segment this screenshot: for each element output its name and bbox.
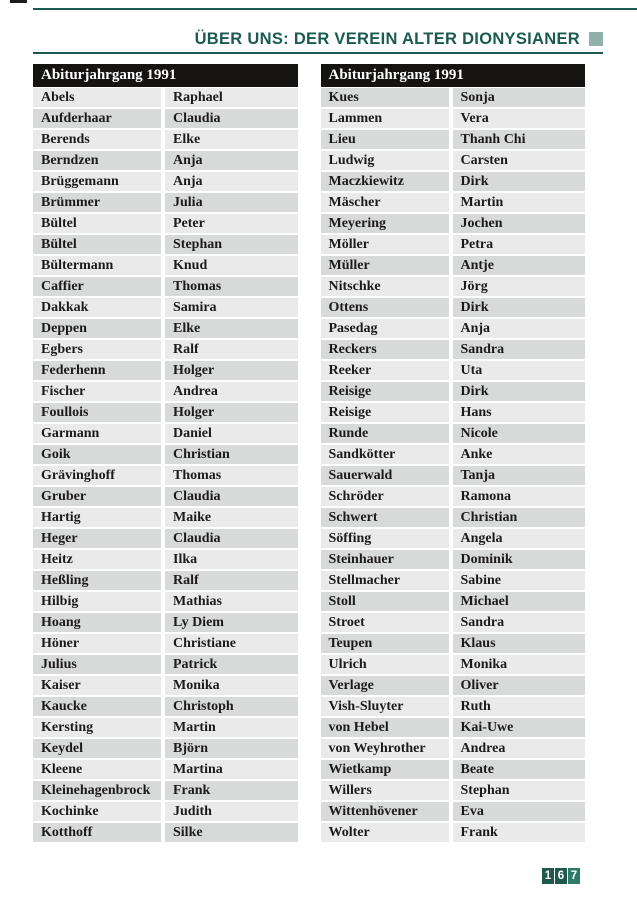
lastname-cell: Abels	[33, 88, 161, 107]
firstname-cell: Uta	[453, 361, 586, 380]
lastname-cell: Reisige	[321, 403, 449, 422]
lastname-cell: Schwert	[321, 508, 449, 527]
firstname-cell: Nicole	[453, 424, 586, 443]
lastname-cell: Pasedag	[321, 319, 449, 338]
table-row	[321, 508, 586, 527]
lastname-cell: Julius	[33, 655, 161, 674]
firstname-cell: Raphael	[165, 88, 298, 107]
lastname-cell: Lammen	[321, 109, 449, 128]
table-row	[321, 655, 586, 674]
lastname-cell: Ottens	[321, 298, 449, 317]
table-abiturjahrgang-1991-left	[33, 64, 298, 844]
lastname-cell: Federhenn	[33, 361, 161, 380]
table-row	[321, 319, 586, 338]
lastname-cell: Meyering	[321, 214, 449, 233]
firstname-cell: Angela	[453, 529, 586, 548]
lastname-cell: Runde	[321, 424, 449, 443]
table-title: Abiturjahrgang 1991	[321, 64, 586, 87]
table-row	[321, 214, 586, 233]
table-row	[33, 298, 298, 317]
table-row	[321, 130, 586, 149]
table-row	[321, 424, 586, 443]
firstname-cell: Ramona	[453, 487, 586, 506]
table-row	[321, 151, 586, 170]
firstname-cell: Jörg	[453, 277, 586, 296]
table-row	[321, 340, 586, 359]
firstname-cell: Eva	[453, 802, 586, 821]
table-abiturjahrgang-1991-right	[321, 64, 586, 844]
lastname-cell: Schröder	[321, 487, 449, 506]
lastname-cell: Wittenhövener	[321, 802, 449, 821]
lastname-cell: Wietkamp	[321, 760, 449, 779]
rows	[321, 88, 586, 842]
firstname-cell: Sandra	[453, 340, 586, 359]
firstname-cell: Tanja	[453, 466, 586, 485]
lastname-cell: Hilbig	[33, 592, 161, 611]
section-title: ÜBER UNS: DER VEREIN ALTER DIONYSIANER	[194, 29, 580, 48]
lastname-cell: Ulrich	[321, 655, 449, 674]
lastname-cell: Keydel	[33, 739, 161, 758]
firstname-cell: Judith	[165, 802, 298, 821]
table-row	[33, 487, 298, 506]
table-row	[33, 718, 298, 737]
lastname-cell: Reisige	[321, 382, 449, 401]
firstname-cell: Dirk	[453, 382, 586, 401]
firstname-cell: Christian	[453, 508, 586, 527]
firstname-cell: Dirk	[453, 172, 586, 191]
lastname-cell: Brüggemann	[33, 172, 161, 191]
lastname-cell: Verlage	[321, 676, 449, 695]
firstname-cell: Knud	[165, 256, 298, 275]
table-row	[33, 235, 298, 254]
firstname-cell: Monika	[165, 676, 298, 695]
lastname-cell: Mäscher	[321, 193, 449, 212]
lastname-cell: Bültermann	[33, 256, 161, 275]
lastname-cell: Teupen	[321, 634, 449, 653]
firstname-cell: Klaus	[453, 634, 586, 653]
firstname-cell: Martin	[165, 718, 298, 737]
lastname-cell: Caffier	[33, 277, 161, 296]
firstname-cell: Monika	[453, 655, 586, 674]
firstname-cell: Martin	[453, 193, 586, 212]
header-rule	[33, 52, 603, 54]
lastname-cell: Wolter	[321, 823, 449, 842]
firstname-cell: Ralf	[165, 571, 298, 590]
table-row	[321, 802, 586, 821]
lastname-cell: Reeker	[321, 361, 449, 380]
table-row	[33, 130, 298, 149]
firstname-cell: Stephan	[453, 781, 586, 800]
firstname-cell: Frank	[453, 823, 586, 842]
lastname-cell: Ludwig	[321, 151, 449, 170]
lastname-cell: Grävinghoff	[33, 466, 161, 485]
lastname-cell: Söffing	[321, 529, 449, 548]
table-row	[33, 151, 298, 170]
table-row	[321, 445, 586, 464]
firstname-cell: Michael	[453, 592, 586, 611]
table-row	[321, 592, 586, 611]
tables-container	[33, 64, 585, 844]
table-row	[33, 676, 298, 695]
table-row	[33, 382, 298, 401]
firstname-cell: Christian	[165, 445, 298, 464]
firstname-cell: Antje	[453, 256, 586, 275]
firstname-cell: Julia	[165, 193, 298, 212]
lastname-cell: Reckers	[321, 340, 449, 359]
table-row	[321, 88, 586, 107]
firstname-cell: Dirk	[453, 298, 586, 317]
lastname-cell: Berends	[33, 130, 161, 149]
table-row	[321, 634, 586, 653]
firstname-cell: Claudia	[165, 529, 298, 548]
firstname-cell: Maike	[165, 508, 298, 527]
table-row	[33, 466, 298, 485]
table-row	[33, 109, 298, 128]
firstname-cell: Andrea	[165, 382, 298, 401]
firstname-cell: Ilka	[165, 550, 298, 569]
table-row	[321, 109, 586, 128]
lastname-cell: Maczkiewitz	[321, 172, 449, 191]
table-row	[321, 550, 586, 569]
firstname-cell: Elke	[165, 319, 298, 338]
firstname-cell: Jochen	[453, 214, 586, 233]
lastname-cell: Stellmacher	[321, 571, 449, 590]
lastname-cell: Willers	[321, 781, 449, 800]
firstname-cell: Dominik	[453, 550, 586, 569]
firstname-cell: Christoph	[165, 697, 298, 716]
table-row	[33, 655, 298, 674]
firstname-cell: Sonja	[453, 88, 586, 107]
firstname-cell: Björn	[165, 739, 298, 758]
lastname-cell: Bültel	[33, 235, 161, 254]
firstname-cell: Holger	[165, 403, 298, 422]
lastname-cell: Stoll	[321, 592, 449, 611]
lastname-cell: Brümmer	[33, 193, 161, 212]
firstname-cell: Peter	[165, 214, 298, 233]
table-row	[33, 508, 298, 527]
firstname-cell: Ly Diem	[165, 613, 298, 632]
firstname-cell: Ralf	[165, 340, 298, 359]
top-rule	[33, 8, 637, 10]
firstname-cell: Frank	[165, 781, 298, 800]
table-row	[33, 403, 298, 422]
lastname-cell: Kersting	[33, 718, 161, 737]
firstname-cell: Beate	[453, 760, 586, 779]
lastname-cell: Höner	[33, 634, 161, 653]
lastname-cell: Fischer	[33, 382, 161, 401]
lastname-cell: Vish-Sluyter	[321, 697, 449, 716]
lastname-cell: Sandkötter	[321, 445, 449, 464]
lastname-cell: Steinhauer	[321, 550, 449, 569]
table-row	[33, 739, 298, 758]
table-row	[33, 256, 298, 275]
lastname-cell: Nitschke	[321, 277, 449, 296]
firstname-cell: Vera	[453, 109, 586, 128]
lastname-cell: Kleinehagenbrock	[33, 781, 161, 800]
table-row	[321, 172, 586, 191]
lastname-cell: Heger	[33, 529, 161, 548]
table-row	[321, 697, 586, 716]
lastname-cell: Hoang	[33, 613, 161, 632]
firstname-cell: Anke	[453, 445, 586, 464]
table-row	[33, 277, 298, 296]
table-row	[33, 760, 298, 779]
page-number-digit: 1	[542, 868, 554, 884]
firstname-cell: Holger	[165, 361, 298, 380]
lastname-cell: Heßling	[33, 571, 161, 590]
table-row	[33, 550, 298, 569]
firstname-cell: Oliver	[453, 676, 586, 695]
lastname-cell: von Weyhrother	[321, 739, 449, 758]
rows	[33, 88, 298, 842]
firstname-cell: Thomas	[165, 466, 298, 485]
lastname-cell: Berndzen	[33, 151, 161, 170]
lastname-cell: Deppen	[33, 319, 161, 338]
lastname-cell: Heitz	[33, 550, 161, 569]
table-row	[321, 487, 586, 506]
firstname-cell: Samira	[165, 298, 298, 317]
table-row	[33, 823, 298, 842]
table-row	[321, 781, 586, 800]
lastname-cell: Möller	[321, 235, 449, 254]
firstname-cell: Sandra	[453, 613, 586, 632]
table-row	[321, 676, 586, 695]
lastname-cell: Lieu	[321, 130, 449, 149]
table-row	[321, 256, 586, 275]
lastname-cell: Kaiser	[33, 676, 161, 695]
table-row	[321, 193, 586, 212]
table-row	[321, 361, 586, 380]
lastname-cell: von Hebel	[321, 718, 449, 737]
firstname-cell: Sabine	[453, 571, 586, 590]
firstname-cell: Anja	[453, 319, 586, 338]
firstname-cell: Thanh Chi	[453, 130, 586, 149]
page-number-digit: 7	[568, 868, 580, 884]
page-number-digit: 6	[555, 868, 567, 884]
firstname-cell: Anja	[165, 151, 298, 170]
table-title: Abiturjahrgang 1991	[33, 64, 298, 87]
table-row	[33, 634, 298, 653]
table-row	[33, 592, 298, 611]
table-row	[33, 697, 298, 716]
firstname-cell: Petra	[453, 235, 586, 254]
firstname-cell: Elke	[165, 130, 298, 149]
lastname-cell: Kotthoff	[33, 823, 161, 842]
header-accent-square	[589, 32, 603, 46]
table-row	[321, 760, 586, 779]
lastname-cell: Sauerwald	[321, 466, 449, 485]
lastname-cell: Egbers	[33, 340, 161, 359]
table-row	[33, 340, 298, 359]
firstname-cell: Silke	[165, 823, 298, 842]
lastname-cell: Goik	[33, 445, 161, 464]
firstname-cell: Stephan	[165, 235, 298, 254]
table-row	[33, 214, 298, 233]
lastname-cell: Kaucke	[33, 697, 161, 716]
page-edge-mark	[10, 0, 27, 3]
lastname-cell: Kleene	[33, 760, 161, 779]
lastname-cell: Hartig	[33, 508, 161, 527]
lastname-cell: Stroet	[321, 613, 449, 632]
lastname-cell: Garmann	[33, 424, 161, 443]
table-row	[33, 319, 298, 338]
firstname-cell: Mathias	[165, 592, 298, 611]
table-row	[321, 613, 586, 632]
table-row	[321, 382, 586, 401]
lastname-cell: Müller	[321, 256, 449, 275]
table-row	[321, 466, 586, 485]
table-row	[321, 529, 586, 548]
table-row	[321, 298, 586, 317]
firstname-cell: Anja	[165, 172, 298, 191]
table-row	[33, 424, 298, 443]
table-row	[33, 193, 298, 212]
firstname-cell: Claudia	[165, 487, 298, 506]
table-row	[33, 613, 298, 632]
table-row	[321, 739, 586, 758]
firstname-cell: Patrick	[165, 655, 298, 674]
table-row	[321, 235, 586, 254]
lastname-cell: Gruber	[33, 487, 161, 506]
lastname-cell: Kochinke	[33, 802, 161, 821]
lastname-cell: Dakkak	[33, 298, 161, 317]
firstname-cell: Christiane	[165, 634, 298, 653]
section-header	[33, 28, 603, 50]
page-number	[542, 868, 580, 884]
table-row	[33, 529, 298, 548]
firstname-cell: Andrea	[453, 739, 586, 758]
table-row	[33, 361, 298, 380]
firstname-cell: Martina	[165, 760, 298, 779]
firstname-cell: Carsten	[453, 151, 586, 170]
lastname-cell: Aufderhaar	[33, 109, 161, 128]
table-row	[33, 571, 298, 590]
table-row	[321, 277, 586, 296]
lastname-cell: Kues	[321, 88, 449, 107]
table-row	[33, 781, 298, 800]
table-row	[321, 718, 586, 737]
table-row	[321, 823, 586, 842]
firstname-cell: Claudia	[165, 109, 298, 128]
firstname-cell: Daniel	[165, 424, 298, 443]
table-row	[33, 445, 298, 464]
firstname-cell: Hans	[453, 403, 586, 422]
lastname-cell: Foullois	[33, 403, 161, 422]
table-row	[33, 172, 298, 191]
firstname-cell: Ruth	[453, 697, 586, 716]
table-row	[321, 571, 586, 590]
table-row	[33, 88, 298, 107]
firstname-cell: Thomas	[165, 277, 298, 296]
lastname-cell: Bültel	[33, 214, 161, 233]
table-row	[33, 802, 298, 821]
table-row	[321, 403, 586, 422]
firstname-cell: Kai-Uwe	[453, 718, 586, 737]
